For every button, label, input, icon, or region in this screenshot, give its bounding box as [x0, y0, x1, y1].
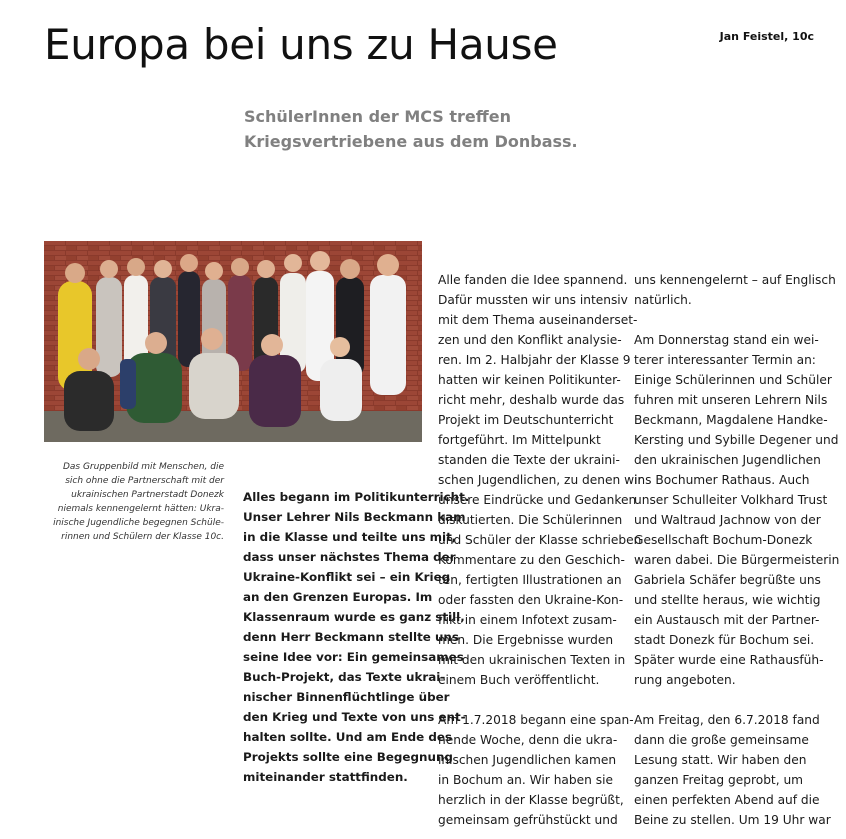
text-line: rung angeboten. — [634, 673, 736, 687]
text-line: und Schüler der Klasse schrieben — [438, 533, 642, 547]
text-line: Gabriela Schäfer begrüßte uns — [634, 573, 821, 587]
text-line: fortgeführt. Im Mittelpunkt — [438, 433, 601, 447]
text-line: Am Freitag, den 6.7.2018 fand — [634, 713, 820, 727]
text-column-intro — [243, 487, 469, 787]
text-line: Später wurde eine Rathausfüh- — [634, 653, 824, 667]
text-line: flikt in einem Infotext zusam- — [438, 613, 617, 627]
text-line: Ukraine-Konflikt sei – ein Krieg — [243, 570, 451, 584]
text-line: seine Idee vor: Ein gemeinsames — [243, 650, 464, 664]
text-line: denn Herr Beckmann stellte uns — [243, 630, 459, 644]
caption-line: Das Gruppenbild mit Menschen, die — [62, 462, 224, 472]
text-line: herzlich in der Klasse begrüßt, — [438, 793, 624, 807]
text-line: uns kennengelernt – auf Englisch — [634, 273, 836, 287]
text-line: diskutierten. Die Schülerinnen — [438, 513, 623, 527]
text-line: Projekt im Deutschunterricht — [438, 413, 614, 427]
text-column-right — [634, 270, 839, 830]
text-line: Alles begann im Politikunterricht. — [243, 490, 470, 504]
text-line: Klassenraum wurde es ganz still, — [243, 610, 465, 624]
text-line: Unser Lehrer Nils Beckmann kam — [243, 510, 466, 524]
text-line: mit den ukrainischen Texten in — [438, 653, 626, 667]
text-line: einen perfekten Abend auf die — [634, 793, 820, 807]
caption-line: sich ohne die Partnerschaft mit der — [65, 476, 224, 486]
text-line: ren. Im 2. Halbjahr der Klasse 9 — [438, 353, 631, 367]
text-line: unsere Eindrücke und Gedanken — [438, 493, 637, 507]
text-line: einem Buch veröffentlicht. — [438, 673, 600, 687]
group-photo — [44, 241, 422, 442]
text-line: Beine zu stellen. Um 19 Uhr war — [634, 813, 831, 827]
text-line: inischen Jugendlichen kamen — [438, 753, 617, 767]
caption-line: rinnen und Schülern der Klasse 10c. — [61, 532, 224, 542]
text-line: Lesung statt. Wir haben den — [634, 753, 807, 767]
text-line: Alle fanden die Idee spannend. — [438, 273, 628, 287]
text-line: an den Grenzen Europas. Im — [243, 590, 433, 604]
text-line: halten sollte. Und am Ende des — [243, 730, 453, 744]
text-line: ein Austausch mit der Partner- — [634, 613, 820, 627]
text-line: Beckmann, Magdalene Handke- — [634, 413, 828, 427]
text-line: und stellte heraus, wie wichtig — [634, 593, 821, 607]
text-line: Einige Schülerinnen und Schüler — [634, 373, 832, 387]
author-byline: Jan Feistel, 10c — [719, 30, 814, 43]
text-line: gemeinsam gefrühstückt und — [438, 813, 618, 827]
text-line: Kersting und Sybille Degener und — [634, 433, 839, 447]
text-line: Am 1.7.2018 begann eine span- — [438, 713, 634, 727]
text-line: und Waltraud Jachnow von der — [634, 513, 821, 527]
text-line: Am Donnerstag stand ein wei- — [634, 333, 819, 347]
text-line: nende Woche, denn die ukra- — [438, 733, 618, 747]
text-line: unser Schulleiter Volkhard Trust — [634, 493, 828, 507]
text-line: in die Klasse und teilte uns mit, — [243, 530, 457, 544]
subtitle-line: Kriegsvertriebene aus dem Donbass. — [244, 132, 578, 151]
photo-caption — [44, 460, 224, 544]
text-line: Kommentare zu den Geschich- — [438, 553, 625, 567]
paragraph-gap — [634, 690, 839, 710]
caption-line: inische Jugendliche begegnen Schüle- — [53, 518, 224, 528]
text-line: richt mehr, deshalb wurde das — [438, 393, 625, 407]
text-line: men. Die Ergebnisse wurden — [438, 633, 614, 647]
text-column-middle — [438, 270, 642, 830]
text-line: miteinander stattfinden. — [243, 770, 408, 784]
text-line: Buch-Projekt, das Texte ukrai- — [243, 670, 446, 684]
text-line: dass unser nächstes Thema der — [243, 550, 456, 564]
text-line: natürlich. — [634, 293, 692, 307]
text-line: in Bochum an. Wir haben sie — [438, 773, 613, 787]
text-line: stadt Donezk für Bochum sei. — [634, 633, 815, 647]
text-line: waren dabei. Die Bürgermeisterin — [634, 553, 840, 567]
paragraph-gap — [634, 310, 839, 330]
text-line: Projekts sollte eine Begegnung — [243, 750, 453, 764]
text-line: Dafür mussten wir uns intensiv — [438, 293, 628, 307]
text-line: dann die große gemeinsame — [634, 733, 809, 747]
text-line: terer interessanter Termin an: — [634, 353, 816, 367]
text-line: standen die Texte der ukraini- — [438, 453, 620, 467]
text-line: oder fassten den Ukraine-Kon- — [438, 593, 624, 607]
text-line: den Krieg und Texte von uns ent- — [243, 710, 466, 724]
text-line: schen Jugendlichen, zu denen wir — [438, 473, 643, 487]
paragraph-gap — [438, 690, 642, 710]
text-line: ten, fertigten Illustrationen an — [438, 573, 622, 587]
text-line: zen und den Konflikt analysie- — [438, 333, 622, 347]
text-line: fuhren mit unseren Lehrern Nils — [634, 393, 828, 407]
article-title: Europa bei uns zu Hause — [44, 20, 558, 69]
caption-line: ukrainischen Partnerstadt Donezk — [71, 490, 224, 500]
text-line: ins Bochumer Rathaus. Auch — [634, 473, 810, 487]
text-line: hatten wir keinen Politikunter- — [438, 373, 621, 387]
text-line: ganzen Freitag geprobt, um — [634, 773, 804, 787]
text-line: nischer Binnenflüchtlinge über — [243, 690, 450, 704]
text-line: den ukrainischen Jugendlichen — [634, 453, 821, 467]
caption-line: niemals kennengelernt hätten: Ukra- — [57, 504, 224, 514]
text-line: mit dem Thema auseinanderset- — [438, 313, 638, 327]
article-subtitle — [244, 104, 578, 154]
subtitle-line: SchülerInnen der MCS treffen — [244, 107, 511, 126]
text-line: Gesellschaft Bochum-Donezk — [634, 533, 813, 547]
